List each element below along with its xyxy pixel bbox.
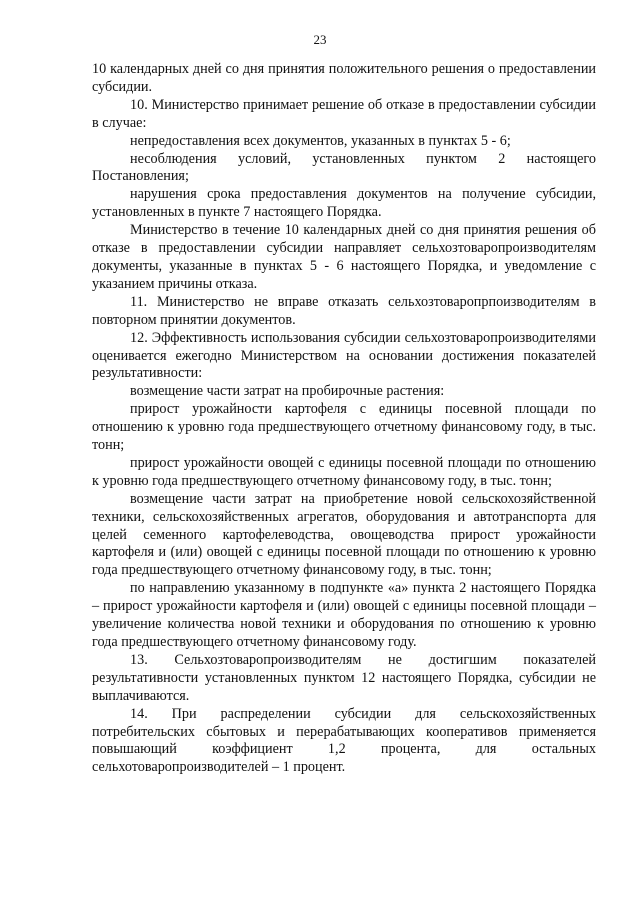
document-body (92, 61, 596, 777)
paragraph-clause-11: 11. Министерство не вправе отказать сельхозтоваропрпоизводителям в повторном принятии документов. (92, 293, 596, 328)
paragraph-indicator-potato: прирост урожайности картофеля с единицы посевной площади по отношению к уровню года предшествующего отчетному финансовому году, в тыс. тонн; (92, 401, 596, 454)
paragraph-continuation: 10 календарных дней со дня принятия положительного решения о предоставлении субсидии. (92, 61, 596, 95)
paragraph-indicator-vegetables: прирост урожайности овощей с единицы посевной площади по отношению к уровню года предшествующего отчетному финансовому году, в тыс. тонн; (92, 454, 596, 489)
paragraph-refusal-notice: Министерство в течение 10 календарных дней со дня принятия решения об отказе в предоставлении субсидии направляет сельхозтоваропроизводителям документы, указанные в пунктах 5 - 6 настоящего Порядка, и уведомление с указанием причины отказа. (92, 222, 596, 292)
paragraph-refusal-reason-2: несоблюдения условий, установленных пунктом 2 настоящего Постановления; (92, 150, 596, 185)
paragraph-indicator-direction-a: по направлению указанному в подпункте «а» пункта 2 настоящего Порядка – прирост урожайности картофеля и (или) овощей с единицы посевной площади – увеличение количества новой техники и оборудования по отношению к уровню года предшествующего отчетному финансовому году. (92, 580, 596, 650)
paragraph-indicator-machinery: возмещение части затрат на приобретение новой сельскохозяйственной техники, сельскохозяйственных агрегатов, оборудования и автотранспорта для целей семенного картофелеводства, овощеводства прирост урожайности картофеля и (или) овощей с единицы посевной площади по отношению к уровню года предшествующего отчетному финансовому году, в тыс. тонн; (92, 490, 596, 579)
page-number: 23 (313, 32, 327, 47)
paragraph-refusal-reason-1: непредоставления всех документов, указанных в пунктах 5 - 6; (130, 132, 511, 149)
paragraph-clause-12: 12. Эффективность использования субсидии сельхозтоваропроизводителями оценивается ежегодно Министерством на основании достижения показателей результативности: (92, 329, 596, 382)
paragraph-clause-13: 13. Сельхозтоваропроизводителям не достигшим показателей результативности установленных пунктом 12 настоящего Порядка, субсидии не выплачиваются. (92, 651, 596, 704)
paragraph-refusal-reason-3: нарушения срока предоставления документов на получение субсидии, установленных в пункте 7 настоящего Порядка. (92, 186, 596, 221)
paragraph-clause-14: 14. При распределении субсидии для сельскохозяйственных потребительских сбытовых и перерабатывающих кооперативов применяется повышающий коэффициент 1,2 процента, для остальных сельхотоваропроизводителей – 1 процент. (92, 705, 596, 776)
paragraph-clause-10: 10. Министерство принимает решение об отказе в предоставлении субсидии в случае: (92, 96, 596, 131)
paragraph-indicator-heading: возмещение части затрат на пробирочные растения: (130, 383, 445, 400)
